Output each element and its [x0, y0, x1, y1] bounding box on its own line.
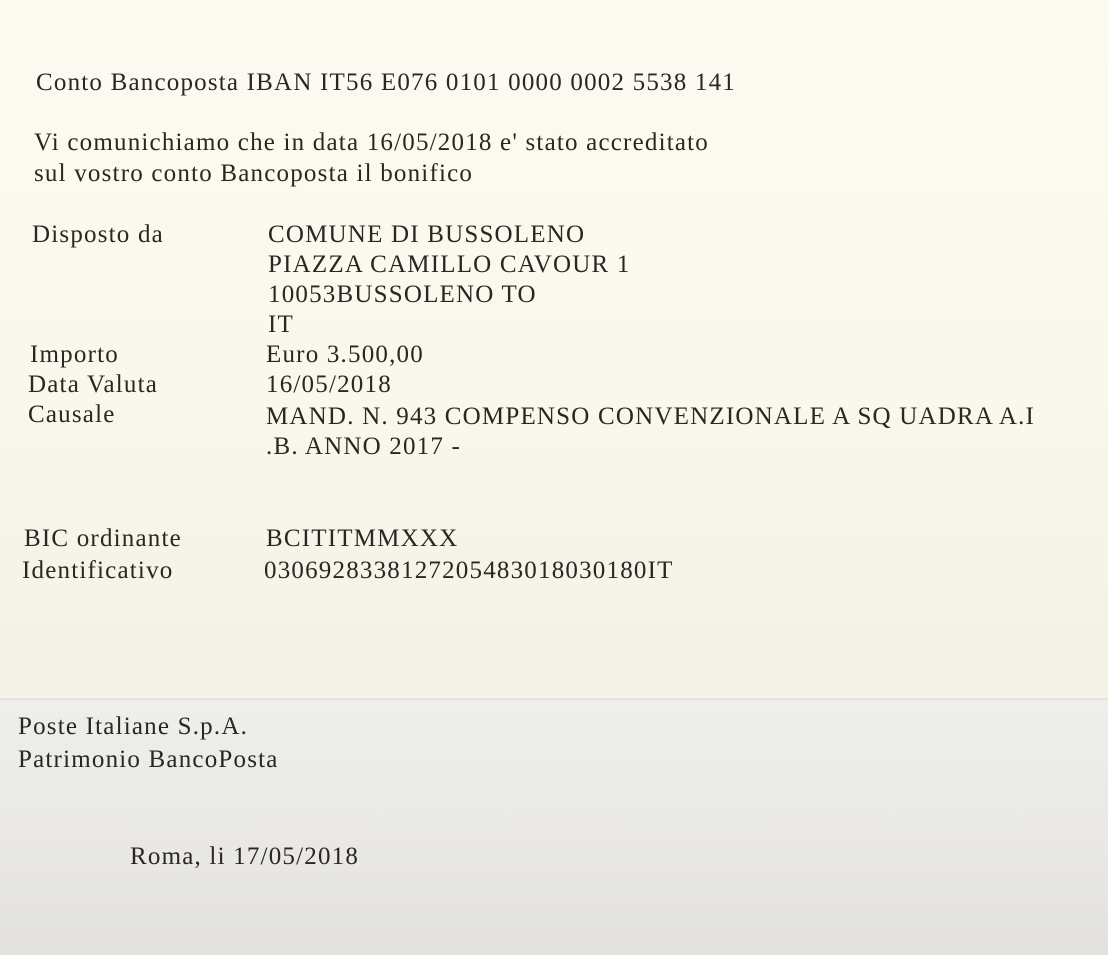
identificativo-label: Identificativo [22, 557, 174, 584]
ordering-party-name: COMUNE DI BUSSOLENO [268, 221, 586, 248]
account-iban-line: Conto Bancoposta IBAN IT56 E076 0101 0000 0002 5538 141 [36, 69, 736, 96]
paper-fold [0, 696, 1108, 700]
ordering-party-address: PIAZZA CAMILLO CAVOUR 1 [268, 251, 631, 278]
importo-label: Importo [30, 341, 119, 368]
importo-value: Euro 3.500,00 [266, 341, 424, 368]
place-and-date: Roma, li 17/05/2018 [130, 843, 360, 870]
bic-label: BIC ordinante [24, 525, 182, 552]
ordering-party-city: 10053BUSSOLENO TO [268, 281, 537, 308]
data-valuta-label: Data Valuta [28, 371, 159, 398]
notice-line-1: Vi comunichiamo che in data 16/05/2018 e' stato accreditato [34, 129, 709, 156]
causale-line-1: MAND. N. 943 COMPENSO CONVENZIONALE A SQ UADRA A.I [266, 403, 1036, 430]
company-division: Patrimonio BancoPosta [18, 746, 279, 773]
causale-label: Causale [28, 401, 116, 428]
bic-value: BCITITMMXXX [266, 525, 459, 552]
ordering-party-country: IT [268, 311, 294, 338]
notice-line-2: sul vostro conto Bancoposta il bonifico [34, 160, 474, 187]
company-name: Poste Italiane S.p.A. [18, 713, 249, 740]
identificativo-value: 0306928338127205483018030180IT [264, 557, 674, 584]
data-valuta-value: 16/05/2018 [266, 371, 392, 398]
causale-line-2: .B. ANNO 2017 - [266, 433, 462, 460]
disposto-da-label: Disposto da [32, 221, 164, 248]
